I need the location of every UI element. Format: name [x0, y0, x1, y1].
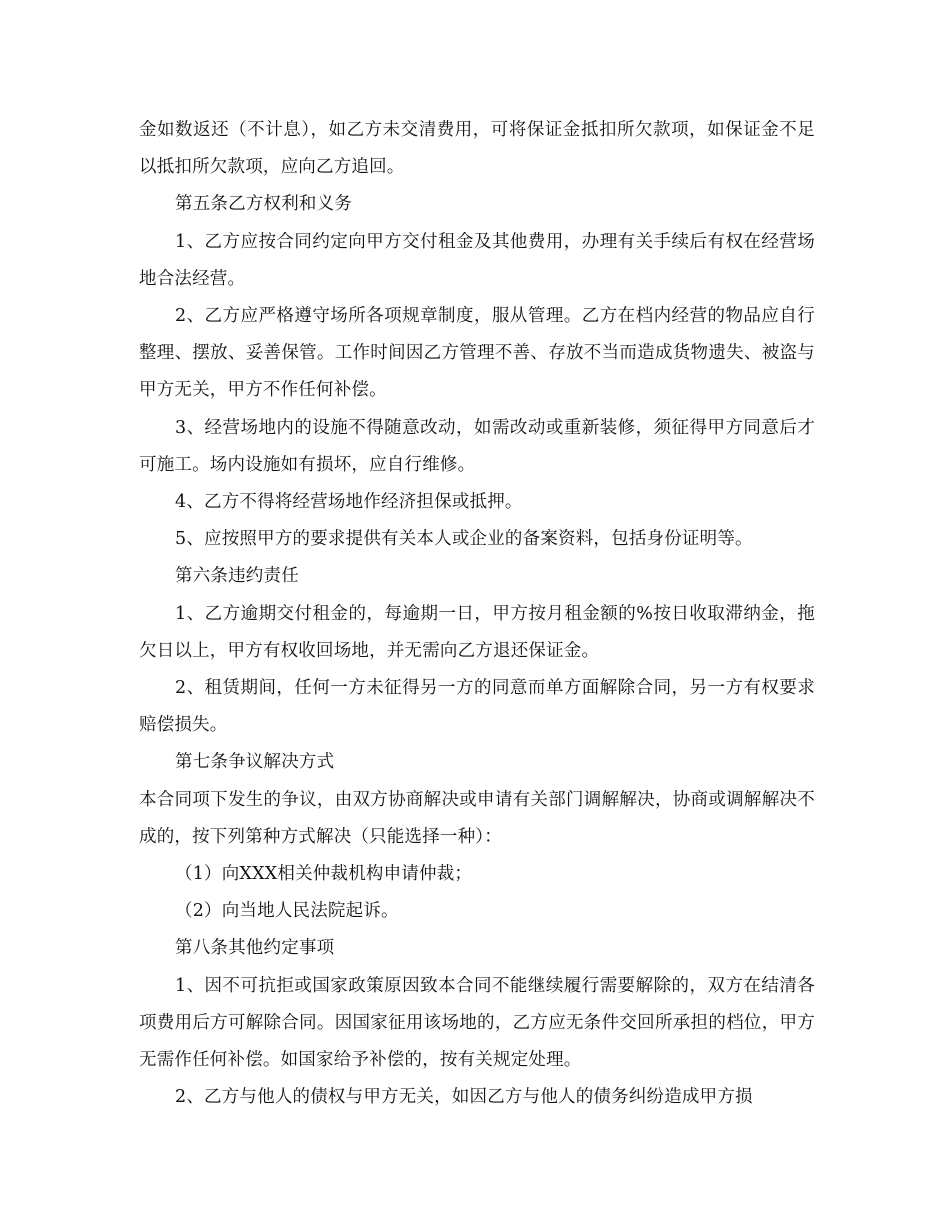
list-item: （1）向XXX相关仲裁机构申请仲裁；: [175, 864, 473, 885]
paragraph: 1、乙方逾期交付租金的，每逾期一日，甲方按月租金额的%按日收取滞纳金，拖欠日以上，甲方有权收回场地，并无需向乙方退还保证金。: [139, 603, 815, 661]
section-heading: 第六条违约责任: [175, 566, 299, 587]
paragraph: 1、乙方应按合同约定向甲方交付租金及其他费用，办理有关手续后有权在经营场地合法经营。: [139, 231, 815, 289]
list-item: （2）向当地人民法院起诉。: [175, 901, 399, 922]
section-heading: 第七条争议解决方式: [175, 752, 335, 773]
paragraph: 2、乙方与他人的债权与甲方无关，如因乙方与他人的债务纠纷造成甲方损: [175, 1087, 753, 1108]
paragraph: 金如数返还（不计息），如乙方未交清费用，可将保证金抵扣所欠款项，如保证金不足以抵扣所欠款项，应向乙方追回。: [139, 120, 815, 178]
paragraph: 3、经营场地内的设施不得随意改动，如需改动或重新装修，须征得甲方同意后才可施工。场内设施如有损坏，应自行维修。: [139, 417, 815, 475]
paragraph: 4、乙方不得将经营场地作经济担保或抵押。: [175, 492, 523, 513]
section-heading: 第八条其他约定事项: [175, 938, 335, 959]
paragraph: 2、租赁期间，任何一方未征得另一方的同意而单方面解除合同，另一方有权要求赔偿损失。: [139, 678, 815, 736]
paragraph: 2、乙方应严格遵守场所各项规章制度，服从管理。乙方在档内经营的物品应自行整理、摆放、妥善保管。工作时间因乙方管理不善、存放不当而造成货物遗失、被盗与甲方无关，甲方不作任何补偿。: [139, 306, 815, 401]
paragraph: 5、应按照甲方的要求提供有关本人或企业的备案资料，包括身份证明等。: [175, 529, 753, 550]
section-heading: 第五条乙方权利和义务: [175, 194, 352, 215]
document-body: [139, 112, 815, 1116]
paragraph: 本合同项下发生的争议，由双方协商解决或申请有关部门调解解决，协商或调解解决不成的，按下列第种方式解决（只能选择一种）：: [139, 789, 815, 847]
paragraph: 1、因不可抗拒或国家政策原因致本合同不能继续履行需要解除的，双方在结清各项费用后方可解除合同。因国家征用该场地的，乙方应无条件交回所承担的档位，甲方无需作任何补偿。如国家给予补偿的，按有关规定处理。: [139, 975, 815, 1071]
